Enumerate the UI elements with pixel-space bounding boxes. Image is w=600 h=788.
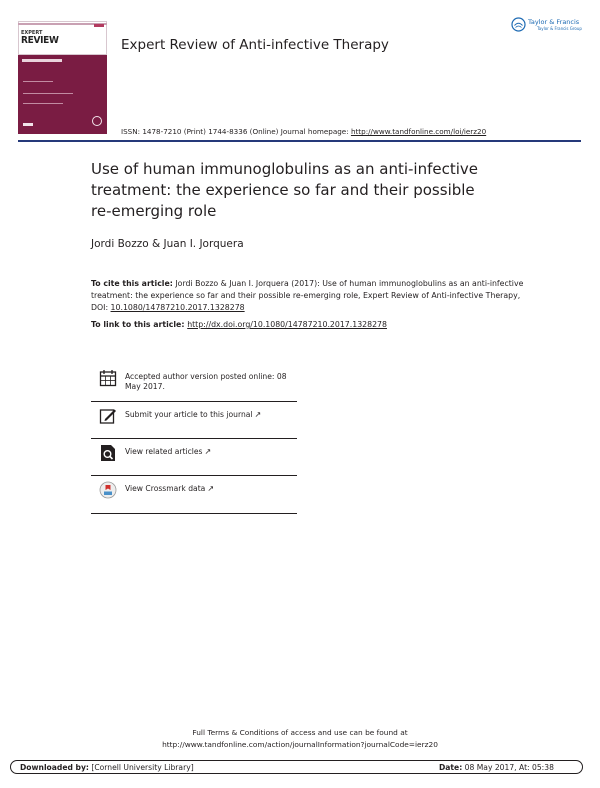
external-link-icon: ↗ xyxy=(204,447,212,456)
publisher-logo xyxy=(511,17,583,33)
crossmark-link[interactable]: View Crossmark data xyxy=(125,484,206,493)
cover-text-line xyxy=(23,103,63,104)
calendar-icon xyxy=(99,369,117,387)
article-url-link[interactable]: http://dx.doi.org/10.1080/14787210.2017.1328278 xyxy=(187,320,387,329)
external-link-icon: ↗ xyxy=(254,410,262,419)
cover-text-line xyxy=(23,93,73,94)
related-articles-link[interactable]: View related articles xyxy=(125,447,203,456)
crossmark-icon xyxy=(99,481,117,499)
search-document-icon xyxy=(99,444,117,462)
header-divider xyxy=(18,140,581,142)
info-item-crossmark[interactable] xyxy=(91,476,297,514)
publisher-name: Taylor & Francis xyxy=(528,18,580,26)
publisher-logo-icon xyxy=(511,17,526,32)
journal-cover-image xyxy=(18,21,107,134)
citation-text: Jordi Bozzo & Juan I. Jorquera (2017): Use of human immunoglobulins as an anti-infective treatment: the experience so far and their possible re-emerging role, Expert Review of Anti-infective Therapy, DOI: xyxy=(91,279,524,312)
issn-text: ISSN: 1478-7210 (Print) 1744-8336 (Online) Journal homepage: xyxy=(121,127,351,136)
download-info-bar xyxy=(10,760,583,774)
terms-line-1: Full Terms & Conditions of access and use can be found at xyxy=(192,728,408,737)
cover-line-2: REVIEW xyxy=(21,35,59,46)
publisher-tagline: Taylor & Francis Group xyxy=(537,26,582,31)
article-authors: Jordi Bozzo & Juan I. Jorquera xyxy=(91,238,244,250)
cover-text-line xyxy=(23,81,53,82)
info-item-label: Accepted author version posted online: 08 May 2017. xyxy=(125,372,287,391)
citation-block xyxy=(91,278,531,314)
cover-publisher-mark xyxy=(23,123,33,126)
issn-line xyxy=(121,127,486,136)
journal-homepage-link[interactable]: http://www.tandfonline.com/loi/ierz20 xyxy=(350,127,487,136)
cover-subtitle-strip xyxy=(22,59,62,62)
downloaded-by xyxy=(20,763,194,772)
terms-link[interactable]: http://www.tandfonline.com/action/journalInformation?journalCode=ierz20 xyxy=(162,740,438,749)
doi-link[interactable]: 10.1080/14787210.2017.1328278 xyxy=(110,303,245,312)
info-item-related[interactable] xyxy=(91,439,297,476)
cover-circle-mark xyxy=(92,116,102,126)
citation-label: To cite this article: xyxy=(91,279,173,288)
external-link-icon: ↗ xyxy=(207,484,215,493)
download-date-label: Date: xyxy=(439,763,463,772)
info-item-label xyxy=(125,484,295,494)
article-link-line xyxy=(91,320,531,329)
cover-line-1: EXPERT xyxy=(21,30,43,36)
info-item-accepted xyxy=(91,364,297,402)
article-link-label: To link to this article: xyxy=(91,320,188,329)
submit-article-link[interactable]: Submit your article to this journal xyxy=(125,410,253,419)
downloaded-by-label: Downloaded by: xyxy=(20,763,89,772)
pencil-icon xyxy=(99,407,117,425)
article-title: Use of human immunoglobulins as an anti-infective treatment: the experience so far and their possible re-emerging role xyxy=(91,160,478,220)
terms-block xyxy=(0,727,600,751)
info-item-label xyxy=(125,410,295,420)
cover-corner-mark xyxy=(94,24,104,27)
downloaded-by-value: [Cornell University Library] xyxy=(88,763,194,772)
article-info-list xyxy=(91,364,297,514)
info-item-submit[interactable] xyxy=(91,402,297,439)
journal-title: Expert Review of Anti-infective Therapy xyxy=(121,37,389,53)
download-date xyxy=(439,763,554,772)
info-item-label xyxy=(125,447,295,457)
download-date-value: 08 May 2017, At: 05:38 xyxy=(462,763,554,772)
